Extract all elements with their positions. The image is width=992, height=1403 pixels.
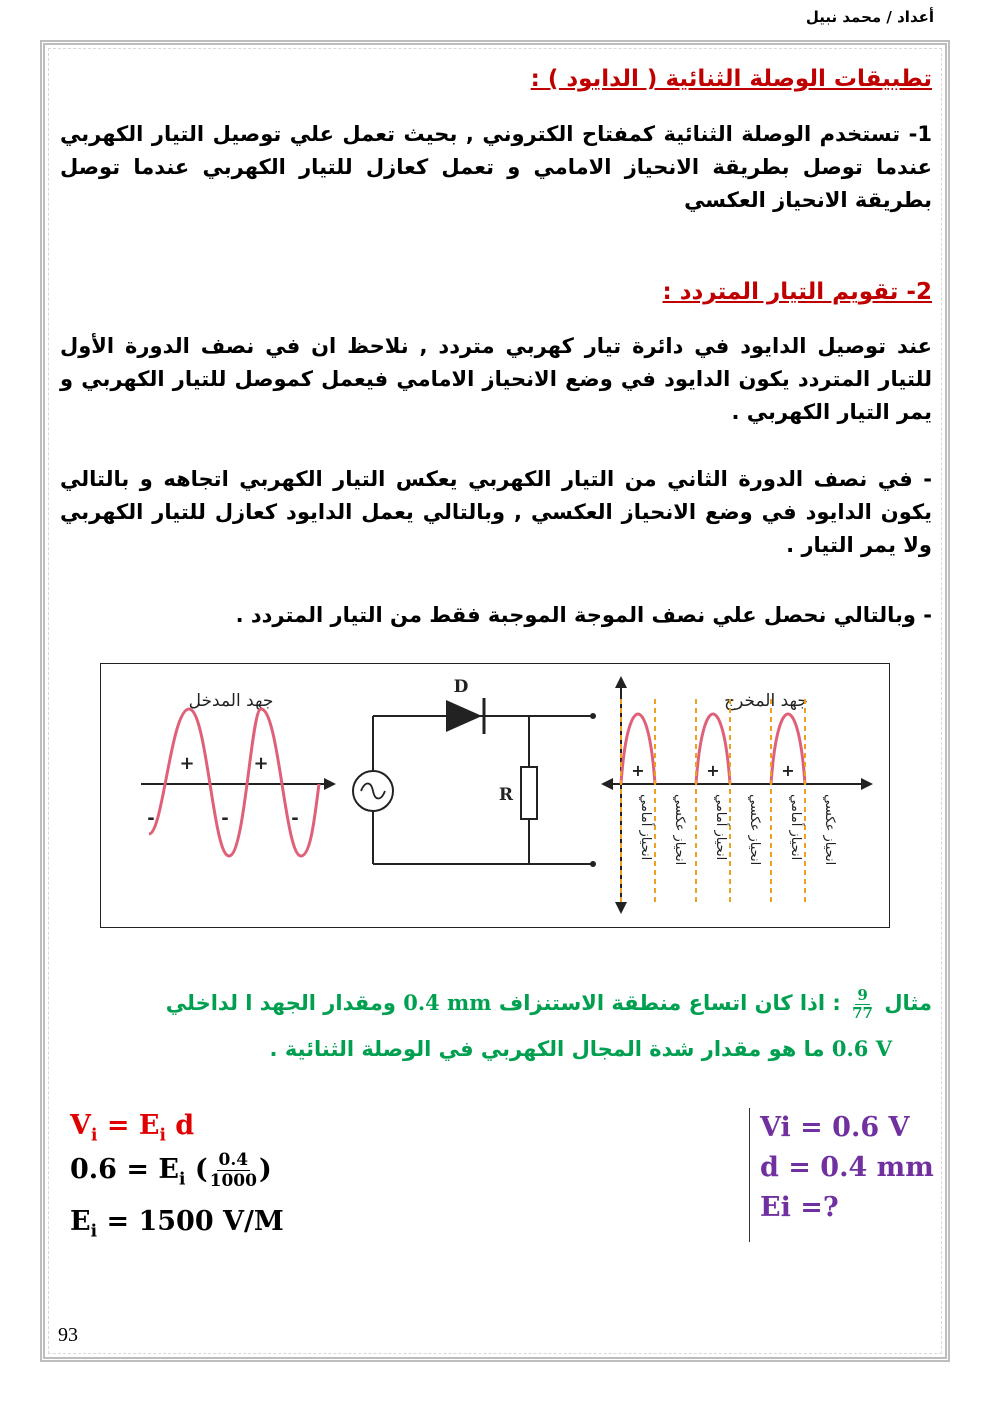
given-divider	[749, 1108, 750, 1242]
diode-label: D	[453, 677, 469, 697]
output-plus-1: +	[631, 761, 645, 780]
example-voltage: 0.6 V	[831, 1036, 892, 1061]
example-problem	[62, 980, 932, 1072]
example-text3: ما هو مقدار شدة المجال الكهربي في الوصلة الثنائية .	[269, 1037, 825, 1061]
sol2-num: 0.4	[218, 1150, 249, 1170]
example-depletion-width: 0.4 mm	[403, 990, 492, 1015]
example-frac-den: 77	[852, 1003, 873, 1022]
reverse-label-1: انحياز عكسي	[672, 794, 687, 866]
solution-result	[70, 1206, 284, 1241]
sol3-sub: i	[90, 1221, 98, 1242]
sol2-open: (	[185, 1154, 208, 1185]
output-y-arrow-down	[615, 902, 627, 914]
output-plus-3: +	[781, 761, 795, 780]
section2-p1: عند توصيل الدايود في دائرة تيار كهربي متردد , نلاحظ ان في نصف الدورة الأول للتيار المتردد يكون الدايود في وضع الانحياز الامامي فيعمل كموصل للتيار الكهربي و يمر التيار الكهربي .	[60, 334, 932, 424]
input-voltage-label: جهد المدخل	[188, 691, 274, 711]
section1-title: تطبيقات الوصلة الثنائية ( الدايود ) :	[530, 66, 932, 92]
example-text2: ومقدار الجهد ا لداخلي	[165, 991, 396, 1015]
sol1-sub-1: i	[90, 1125, 98, 1146]
sol3-end: = 1500 V/M	[97, 1206, 284, 1237]
terminal-bottom	[590, 861, 596, 867]
sol1-sub-2: i	[159, 1125, 166, 1146]
reverse-label-2: انحياز عكسي	[747, 794, 762, 866]
example-fraction	[852, 987, 873, 1022]
solution-substitution	[70, 1150, 272, 1191]
input-minus-3: -	[291, 808, 299, 829]
reverse-label-3: انحياز عكسي	[822, 794, 837, 866]
ac-source-wave	[361, 784, 385, 799]
input-plus-2: +	[253, 753, 269, 774]
output-voltage-label: جهد المخرج	[724, 691, 808, 711]
input-minus-2: -	[221, 808, 229, 829]
output-plus-2: +	[706, 761, 720, 780]
rectifier-diagram	[100, 663, 890, 928]
output-x-arrow-right	[861, 778, 873, 790]
sol1-d: d	[165, 1110, 195, 1141]
example-text1: : اذا كان اتساع منطقة الاستنزاف	[498, 991, 841, 1015]
section2-p2: - في نصف الدورة الثاني من التيار الكهربي يعكس التيار الكهربي اتجاهه و بالتالي يكون الدايود في وضع الانحياز العكسي , وبالتالي يعمل الدايود كعازل للتيار الكهربي ولا يمر التيار .	[60, 467, 932, 557]
output-y-arrow-up	[615, 676, 627, 688]
resistor-label: R	[498, 785, 514, 805]
example-frac-num: 9	[857, 985, 868, 1004]
input-minus-1: -	[147, 808, 155, 829]
sol2-den: 1000	[209, 1171, 257, 1191]
sol2-fraction	[210, 1150, 257, 1191]
section2-title: 2- تقويم التيار المتردد :	[662, 279, 932, 305]
sol1-eq: = E	[97, 1110, 160, 1141]
example-label: مثال	[884, 991, 932, 1015]
sol1-v: V	[70, 1110, 91, 1141]
forward-label-1: انحياز أمامي	[638, 794, 653, 861]
terminal-top	[590, 713, 596, 719]
sol2-close: )	[258, 1154, 272, 1185]
sol3-e: E	[70, 1206, 91, 1237]
given-voltage: Vi = 0.6 V	[760, 1112, 910, 1143]
resistor-symbol	[521, 767, 537, 819]
page-number: 93	[58, 1324, 78, 1346]
forward-label-3: انحياز أمامي	[788, 794, 803, 861]
solution-formula	[70, 1110, 194, 1145]
sol2-sub: i	[178, 1169, 186, 1190]
forward-label-2: انحياز أمامي	[713, 794, 728, 861]
input-sine-wave	[149, 709, 319, 856]
given-values	[760, 1108, 934, 1228]
output-x-arrow-left	[601, 778, 613, 790]
given-unknown: Ei =?	[760, 1192, 839, 1223]
diode-symbol	[446, 700, 482, 732]
section2-p3: - وبالتالي نحصل علي نصف الموجة الموجبة فقط من التيار المتردد .	[235, 603, 932, 627]
section1-item1: 1- تستخدم الوصلة الثنائية كمفتاح الكتروني , بحيث تعمل علي توصيل التيار الكهربي عندما توصل بطريقة الانحياز الامامي و تعمل كعازل للتيار الكهربي عندما توصل بطريقة الانحياز العكسي	[60, 122, 932, 212]
given-width: d = 0.4 mm	[760, 1152, 934, 1183]
sol2-start: 0.6 = E	[70, 1154, 179, 1185]
input-plus-1: +	[179, 753, 195, 774]
author-credit: أعداد / محمد نبيل	[805, 8, 934, 26]
input-axis-arrow	[324, 778, 336, 790]
